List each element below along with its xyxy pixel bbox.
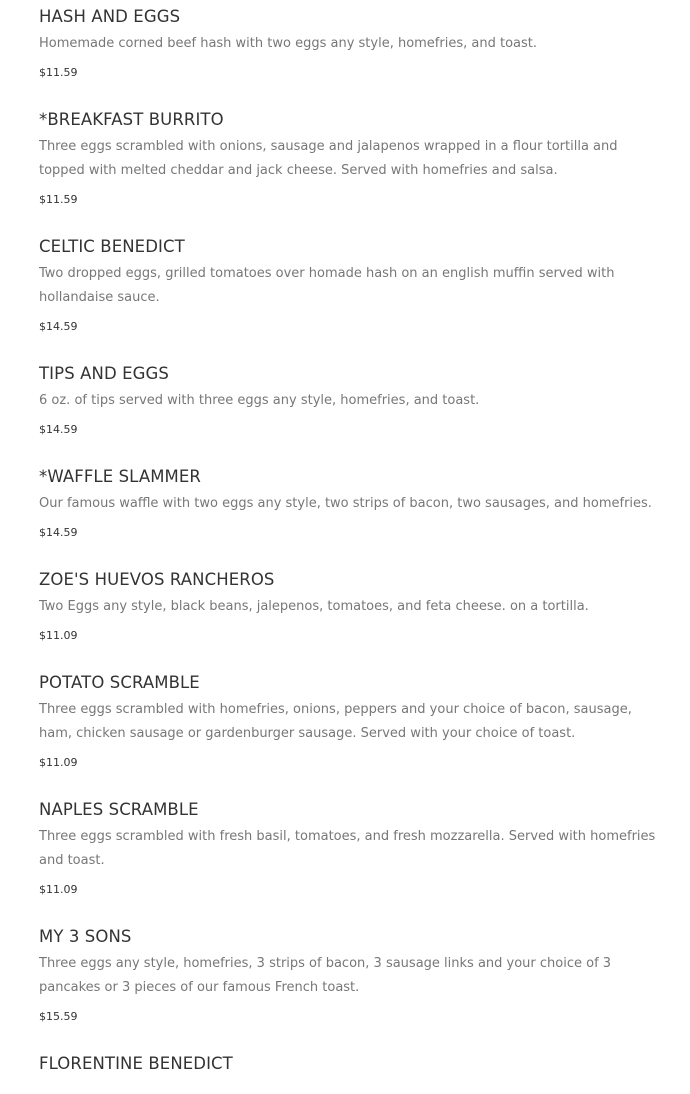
menu-item-zoes-huevos-rancheros <box>39 569 669 644</box>
menu-item-title: HASH AND EGGS <box>39 7 181 26</box>
menu-item-tips-and-eggs <box>39 363 669 438</box>
menu-item-price: $11.09 <box>39 629 78 642</box>
menu-item-title: *BREAKFAST BURRITO <box>39 110 224 129</box>
menu-item-florentine-benedict <box>39 1053 669 1075</box>
menu-item-waffle-slammer <box>39 466 669 541</box>
menu-item-description: 6 oz. of tips served with three eggs any style, homefries, and toast. <box>39 393 480 408</box>
menu-item-description: Two dropped eggs, grilled tomatoes over homade hash on an english muffin served with hollandaise sauce. <box>39 266 615 305</box>
menu-item-price: $14.59 <box>39 423 78 436</box>
menu-item-price: $11.09 <box>39 883 78 896</box>
menu-item-title: ZOE'S HUEVOS RANCHEROS <box>39 570 275 589</box>
menu-item-title: TIPS AND EGGS <box>39 364 169 383</box>
menu-item-naples-scramble <box>39 799 669 898</box>
menu-list <box>39 6 669 1075</box>
menu-item-description: Homemade corned beef hash with two eggs any style, homefries, and toast. <box>39 36 537 51</box>
menu-item-price: $14.59 <box>39 526 78 539</box>
menu-item-hash-and-eggs <box>39 6 669 81</box>
menu-item-title: FLORENTINE BENEDICT <box>39 1054 233 1073</box>
menu-item-description: Three eggs scrambled with homefries, onions, peppers and your choice of bacon, sausage, ham, chicken sausage or gardenburger sausage. Served with your choice of toast. <box>39 702 632 741</box>
menu-item-title: NAPLES SCRAMBLE <box>39 800 199 819</box>
menu-item-price: $15.59 <box>39 1010 78 1023</box>
menu-item-title: *WAFFLE SLAMMER <box>39 467 201 486</box>
menu-item-title: MY 3 SONS <box>39 927 132 946</box>
menu-item-price: $14.59 <box>39 320 78 333</box>
menu-item-breakfast-burrito <box>39 109 669 208</box>
menu-item-description: Three eggs any style, homefries, 3 strips of bacon, 3 sausage links and your choice of 3 pancakes or 3 pieces of our famous French toast. <box>39 956 612 995</box>
menu-item-price: $11.09 <box>39 756 78 769</box>
menu-item-description: Three eggs scrambled with onions, sausage and jalapenos wrapped in a flour tortilla and topped with melted cheddar and jack cheese. Served with homefries and salsa. <box>39 139 618 178</box>
menu-item-title: CELTIC BENEDICT <box>39 237 185 256</box>
menu-item-price: $11.59 <box>39 66 78 79</box>
menu-item-potato-scramble <box>39 672 669 771</box>
menu-item-price: $11.59 <box>39 193 78 206</box>
menu-item-celtic-benedict <box>39 236 669 335</box>
menu-item-title: POTATO SCRAMBLE <box>39 673 200 692</box>
menu-item-description: Our famous waffle with two eggs any style, two strips of bacon, two sausages, and homefries. <box>39 496 652 511</box>
menu-item-my-3-sons <box>39 926 669 1025</box>
menu-item-description: Two Eggs any style, black beans, jalepenos, tomatoes, and feta cheese. on a tortilla. <box>39 599 589 614</box>
menu-item-description: Three eggs scrambled with fresh basil, tomatoes, and fresh mozzarella. Served with homefries and toast. <box>39 829 656 868</box>
